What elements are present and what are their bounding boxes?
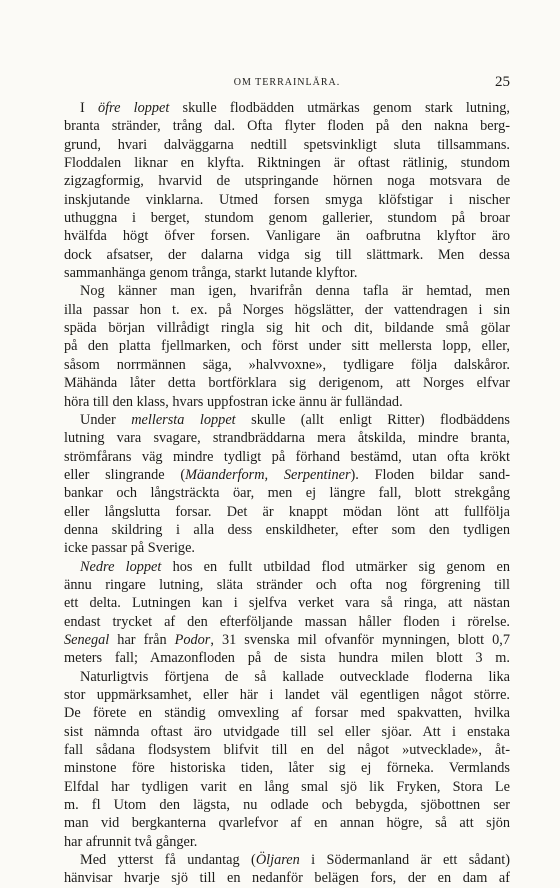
text-line [64, 99, 510, 117]
text-line: man vid bergkanterna qvarlefvor af en annan högre, så att sjön [64, 815, 510, 832]
text-line: eller långslutta forsar. Det är knappt mödan lönt att fullfölja [64, 503, 510, 520]
text-line: grund, hvari dalväggarna nedtill spetsvinkligt sluta tillsammans. [64, 136, 510, 153]
body-text [64, 99, 510, 888]
italic-phrase: Mäanderform, Serpentiner [185, 466, 351, 483]
text-run: ). Floden bildar sand- [350, 466, 510, 483]
text-line: Floddalen liknar en klyfta. Riktningen är oftast rätlinig, stundom [64, 155, 510, 172]
text-line: på den platta fjellmarken, och först under sitt mellersta lopp, eller, [64, 338, 510, 355]
text-run: Under [80, 411, 132, 428]
text-line: hvälfda högt öfver forsen. Vanligare än oafbrutna klyftor äro [64, 228, 510, 245]
text-line: denna skildring i alla dess enskildheter, efter som den tydligen [64, 521, 510, 538]
text-line: ännu ringare lutning, släta stränder och ofta nog förgrening till [64, 576, 510, 593]
text-line [64, 411, 510, 429]
italic-phrase: Senegal [64, 631, 110, 648]
text-run: Med ytterst få undantag ( [80, 852, 256, 869]
text-line: uthuggna i berget, stundom genom gallerier, stundom på broar [64, 210, 510, 227]
text-line [64, 851, 510, 869]
italic-phrase: mellersta loppet [131, 411, 236, 428]
text-line: icke passar på Sverige. [64, 540, 196, 557]
text-run: har från [109, 631, 175, 648]
italic-phrase: Podor [174, 631, 211, 648]
text-line: såsom norrmännen säga, »halvvoxne», tydligare följa dalskåror. [64, 356, 510, 373]
text-line: illa passar hon t. ex. på Norges högslätter, der vattendragen i sin [64, 301, 510, 318]
page-number: 25 [495, 74, 510, 90]
running-title: OM TERRAINLÄRA. [233, 77, 341, 88]
text-line: fall sådana flodsystem blifvit till en del något »utvecklade», åt- [64, 742, 510, 759]
text-run: I [80, 100, 98, 116]
text-line: Mähända låter detta bortförklara sig derigenom, att Norges elfvar [64, 375, 510, 392]
text-line: zigzagformig, hvarvid de utspringande hörnen noga motsvara de [64, 173, 510, 190]
text-line: Nog känner man igen, hvarifrån denna tafla är hemtad, men [80, 283, 510, 300]
text-line: inskjutande vinklarna. Utmed forsen smyga klöfstigar i nischer [64, 191, 510, 208]
text-line: späda början villrådigt ringla sig hit och dit, bildande små gölar [64, 320, 510, 337]
page-header [64, 74, 510, 92]
text-line: sist nämnda oftast äro utvidgade till sel eller sjöar. Att i enstaka [64, 723, 510, 740]
text-line [64, 558, 510, 576]
text-line: bankar och långsträckta öar, men ej längre fall, blott strekgång [64, 485, 510, 502]
text-run: , 31 svenska mil ofvanför mynningen, blott 0,7 [210, 631, 510, 648]
text-run: eller slingrande ( [64, 466, 186, 483]
text-line: m. fl Utom den lägsta, nu odlade och bebygda, sjöbottnen ser [64, 797, 510, 814]
text-line: Elfdal har tydligen varit en lång smal sjö lik Fryken, Stora Le [64, 778, 510, 795]
text-line: De förete en ständig omvexling af forsar med spakvatten, hvilka [64, 705, 510, 722]
text-line: lutning vara svagare, strandbräddarna mera åtskilda, mindre branta, [64, 430, 510, 447]
italic-phrase: Öljaren [255, 852, 300, 869]
text-line: ett delta. Lutningen kan i sjelfva verket vara så ringa, att nästan [64, 595, 510, 612]
text-line: dock afsatser, der dalarna vidga sig till slättmark. Men dessa [64, 246, 510, 263]
text-line: meters fall; Amazonfloden på de sista hundra milen blott 3 m. [64, 650, 510, 667]
text-line: minstone före historiska tiden, låter sig ej förneka. Vermlands [64, 760, 510, 777]
text-line: stor uppmärksamhet, eller här i landet väl egentligen något större. [64, 687, 510, 703]
italic-phrase: öfre loppet [97, 100, 170, 116]
text-line: har afrunnit två gånger. [64, 833, 198, 850]
text-line [64, 631, 510, 649]
text-line [64, 466, 510, 484]
text-line: hänvisar hvarje sjö till en nedanför belägen fors, der en dam af [64, 870, 510, 887]
text-line: endast trycket af den efterföljande massan håller floden i rörelse. [64, 613, 510, 630]
text-line: strömfårans väg mindre tydligt på förhand bestämd, utan ofta krökt [64, 448, 510, 465]
text-line: Naturligtvis förtjena de så kallade outvecklade floderna lika [80, 668, 510, 685]
text-line: branta stränder, trång dal. Ofta flyter floden på den nakna berg- [64, 118, 510, 135]
text-run: skulle flodbädden utmärkas genom stark lutning, [169, 100, 510, 116]
text-line: sammanhänga genom trånga, starkt lutande klyftor. [64, 265, 358, 282]
italic-phrase: Nedre loppet [80, 558, 162, 575]
text-line: höra till den klass, hvars uppfostran icke ännu är fulländad. [64, 393, 403, 410]
text-run: skulle (allt enligt Ritter) flodbäddens [235, 411, 510, 428]
text-run: hos en fullt utbildad flod utmärker sig genom en [161, 558, 510, 575]
text-run: i Södermanland är ett sådant) [299, 852, 510, 869]
